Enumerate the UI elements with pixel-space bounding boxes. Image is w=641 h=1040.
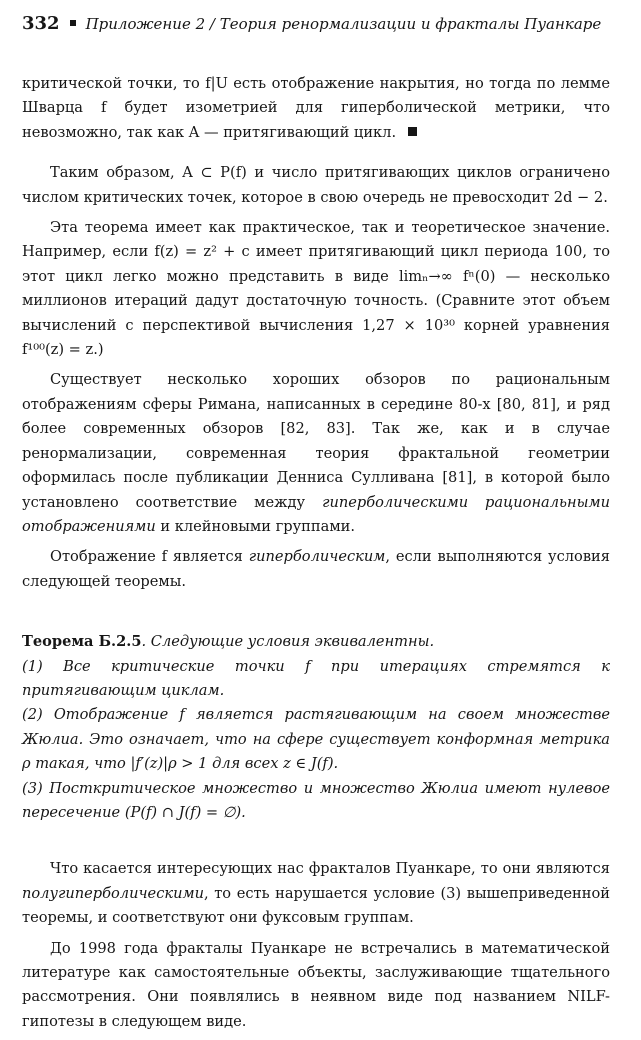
- paragraph-4-emphasis: гиперболическими рациональными отображениями: [22, 493, 610, 535]
- paragraph-7: До 1998 года фракталы Пуанкаре не встречались в математической литературе как самостоятельные объекты, заслуживающие тщательного рассмотрения. Они появлялись в неявном виде под названием NILF-гипотезы в следующем виде.: [22, 939, 610, 1030]
- paragraph-6-emphasis: полугиперболическими: [22, 884, 204, 902]
- paragraph-5-text-a: Отображение f является: [50, 548, 249, 566]
- theorem-item-1: (1) Все критические точки f при итерациях стремятся к притягивающим циклам.: [22, 657, 610, 699]
- paragraph-1-text: критической точки, то f|U есть отображение накрытия, но тогда по лемме Шварца f будет изометрией для гиперболической метрики, что невозможно, так как A — притягивающий цикл.: [22, 75, 610, 141]
- paragraph-5-text-c: , если выполняются условия следующей теоремы.: [22, 548, 610, 590]
- theorem-block: [22, 630, 610, 825]
- running-header: [22, 14, 622, 34]
- page-number: 332: [22, 13, 60, 34]
- theorem-item-3: (3) Посткритическое множество и множество Жюлиа имеют нулевое пересечение (P(f) ∩ J(f) = ∅).: [22, 779, 610, 821]
- theorem-heading: [22, 630, 610, 654]
- theorem-statement: . Следующие условия эквивалентны.: [141, 633, 435, 651]
- paragraph-4-text-a: Существует несколько хороших обзоров по рациональным отображениям сферы Римана, написанных в середине 80-х [80, 81], и ряд более современных обзоров [82, 83]. Так же, как и в случае ренормализации, современная теория фрактальной геометрии оформилась после публикации Денниса Сулливана [81], в которой было установлено соответствие между: [22, 371, 610, 511]
- paragraph-1: [22, 72, 610, 145]
- paragraph-3: Эта теорема имеет как практическое, так и теоретическое значение. Например, если f(z) = z² + c имеет притягивающий цикл периода 100, то этот цикл легко можно представить в виде limₙ→∞ fⁿ(0) — несколько миллионов итераций дадут достаточную точность. (Сравните этот объем вычислений с перспективой вычисления 1,27 × 10³⁰ корней уравнения f¹⁰⁰(z) = z.): [22, 219, 610, 359]
- paragraph-4-text-c: и клейновыми группами.: [155, 517, 356, 535]
- header-title: Приложение 2 / Теория ренормализации и фракталы Пуанкаре: [85, 15, 602, 33]
- paragraph-6-text-a: Что касается интересующих нас фракталов Пуанкаре, то они являются: [50, 860, 610, 878]
- paragraph-5: [22, 545, 610, 594]
- theorem-item-2: (2) Отображение f является растягивающим на своем множестве Жюлиа. Это означает, что на сфере существует конформная метрика ρ такая, что |f′(z)|ρ > 1 для всех z ∈ J(f).: [22, 706, 610, 773]
- paragraph-5-emphasis: гиперболическим: [248, 548, 386, 566]
- paragraph-6-text-c: , то есть нарушается условие (3) вышеприведенной теоремы, и соответствуют они фуксовым группам.: [22, 884, 610, 927]
- paragraph-4: [22, 368, 610, 539]
- paragraph-6: [22, 857, 610, 930]
- theorem-title: Теорема Б.2.5: [22, 633, 142, 651]
- page-body: [22, 72, 610, 1040]
- header-bullet: [70, 20, 76, 26]
- paragraph-2: Таким образом, A ⊂ P(f) и число притягивающих циклов ограничено числом критических точек, которое в свою очередь не превосходит 2d − 2.: [22, 164, 610, 206]
- qed-icon: [408, 127, 417, 136]
